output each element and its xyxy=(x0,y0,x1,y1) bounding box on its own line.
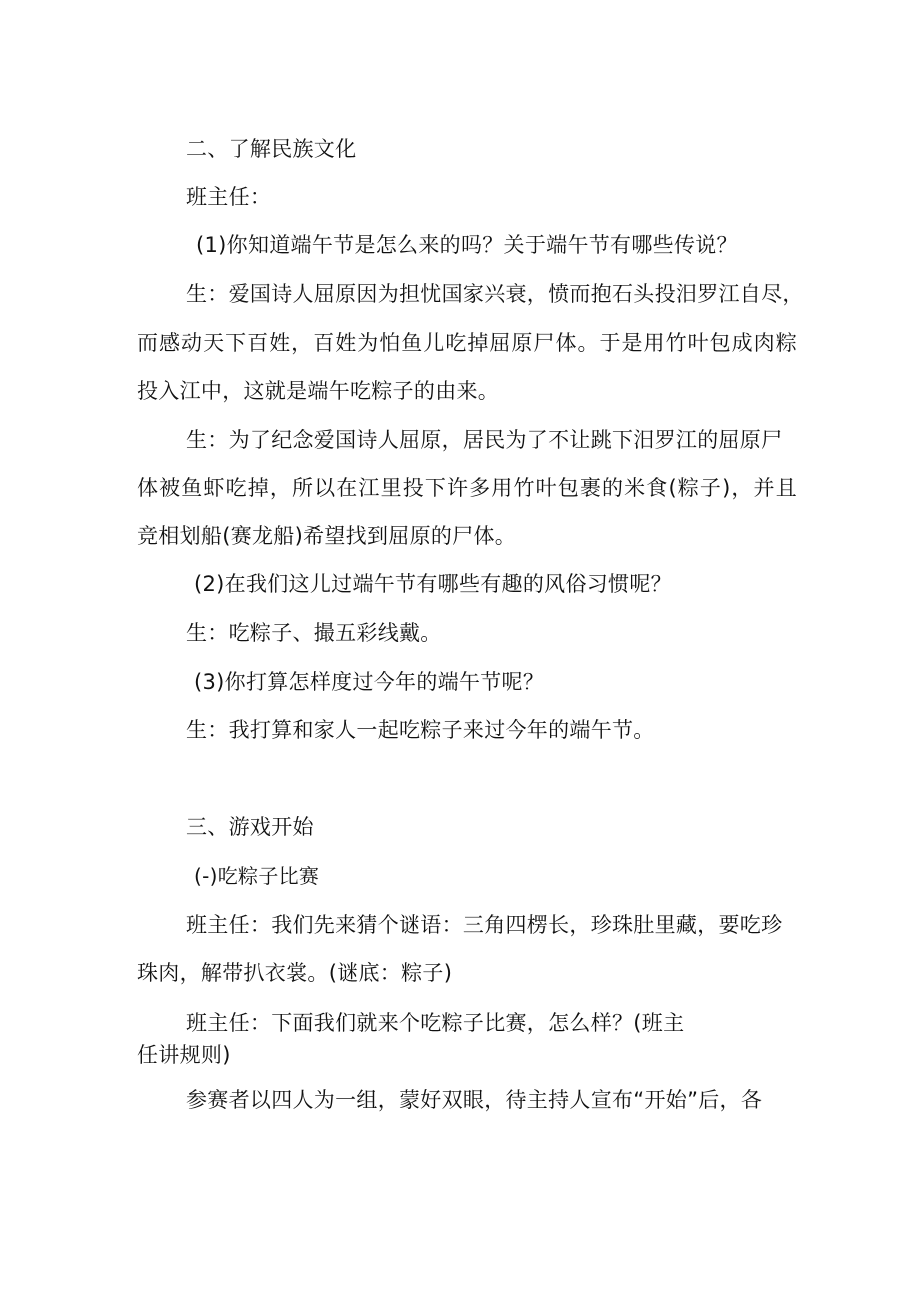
question-3: (3)你打算怎样度过今年的端午节呢？ xyxy=(194,670,545,694)
answer-2-line-2: 体被鱼虾吃掉，所以在江里投下许多用竹叶包裹的米食(粽子)，并且 xyxy=(137,476,797,500)
question-2: (2)在我们这儿过端午节有哪些有趣的风俗习惯呢？ xyxy=(194,572,672,596)
question-1: (1)你知道端午节是怎么来的吗？关于端午节有哪些传说？ xyxy=(196,233,738,257)
speaker-teacher: 班主任： xyxy=(186,185,272,209)
rules-paragraph-line-1: 参赛者以四人为一组，蒙好双眼，待主持人宣布“开始”后，各 xyxy=(186,1088,763,1112)
answer-1-line-2: 而感动天下百姓，百姓为怕鱼儿吃掉屈原尸体。于是用竹叶包成肉粽 xyxy=(137,331,797,355)
answer-3: 生：吃粽子、撮五彩线戴。 xyxy=(186,621,442,645)
section-heading-game: 三、游戏开始 xyxy=(186,815,314,839)
section-heading-culture: 二、了解民族文化 xyxy=(186,137,357,161)
answer-2-line-3: 竞相划船(赛龙船)希望找到屈原的尸体。 xyxy=(137,524,517,548)
riddle-line-1: 班主任：我们先来猜个谜语：三角四楞长，珍珠肚里藏，要吃珍 xyxy=(186,913,783,937)
answer-4: 生：我打算和家人一起吃粽子来过今年的端午节。 xyxy=(186,718,655,742)
answer-1-line-1: 生：爱国诗人屈原因为担忧国家兴衰，愤而抱石头投汨罗江自尽， xyxy=(186,282,804,306)
rule-line-1: 班主任：下面我们就来个吃粽子比赛，怎么样？(班主 xyxy=(186,1011,685,1035)
riddle-line-2: 珠肉，解带扒衣裳。(谜底：粽子) xyxy=(137,961,453,985)
answer-2-line-1: 生：为了纪念爱国诗人屈原，居民为了不让跳下汨罗江的屈原尸 xyxy=(186,428,783,452)
subsection-zongzi-contest: (-)吃粽子比赛 xyxy=(194,864,320,888)
answer-1-line-3: 投入江中，这就是端午吃粽子的由来。 xyxy=(137,379,500,403)
rule-line-2: 任讲规则) xyxy=(137,1043,231,1067)
